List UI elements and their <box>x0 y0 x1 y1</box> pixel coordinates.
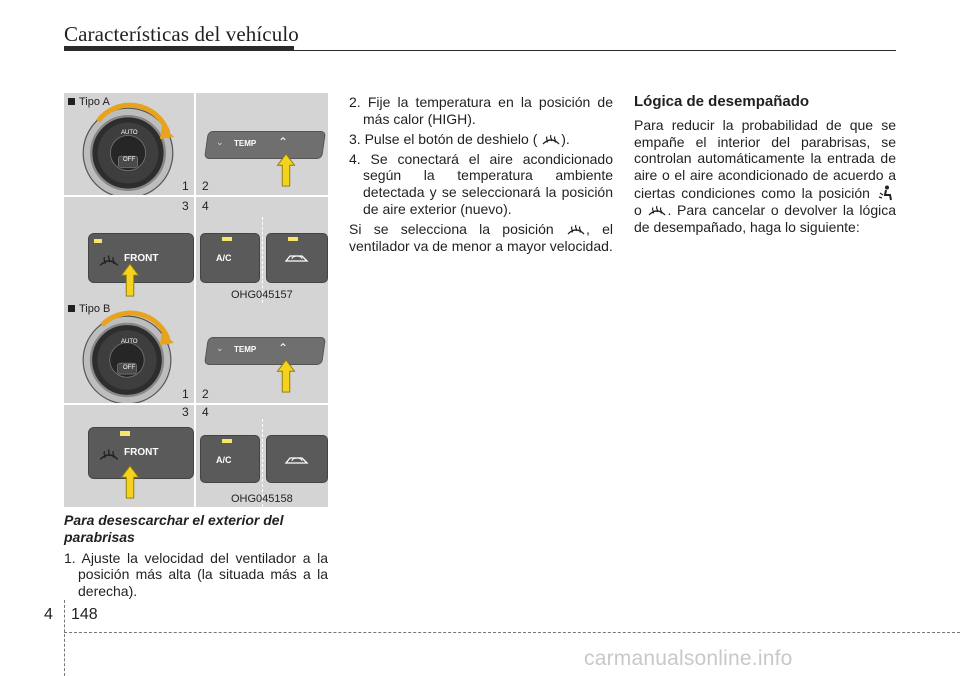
step-1-text: 1. Ajuste la velocidad del ventilador a la posición más alta (la situada más a la derecha). <box>64 549 328 600</box>
indicator-light <box>222 439 232 443</box>
panel-type-b-fan-knob <box>64 303 194 403</box>
panel-type-a-fan-knob <box>64 93 194 195</box>
panel-type-a-temp <box>196 93 328 195</box>
indicator-light <box>94 239 102 243</box>
footer-vertical-rule <box>64 600 65 676</box>
defrost-icon <box>98 253 120 269</box>
chapter-number: 4 <box>44 606 53 623</box>
defrost-procedure-figure <box>64 93 328 507</box>
indicator-light <box>222 237 232 241</box>
type-a-label: Tipo A <box>68 96 110 108</box>
knob-off-label: OFF <box>123 365 135 371</box>
step-4-text: 4. Se conectará el aire acondicionado según la temperatura ambiente detectada y se seleccionará la posición de aire exterior (nuevo). <box>349 150 613 217</box>
panel-type-a-ac <box>196 197 328 303</box>
car-recirculation-icon <box>284 251 310 265</box>
step-number: 1 <box>182 387 189 401</box>
step-number: 4 <box>202 405 209 419</box>
running-header-title: Características del vehículo <box>64 22 299 46</box>
indicator-light <box>120 431 130 436</box>
step-number: 3 <box>182 405 189 419</box>
page-number: 148 <box>71 606 98 623</box>
fan-knob-illustration <box>64 303 194 403</box>
step-number: 3 <box>182 199 189 213</box>
panel-type-b-temp <box>196 303 328 403</box>
arrow-up-icon <box>120 263 140 297</box>
fan-speed-note: Si se selecciona la posición , el ventilador va de menor a mayor velocidad. <box>349 220 613 254</box>
knob-auto-label: AUTO <box>121 130 138 136</box>
temp-label: TEMP <box>234 345 257 354</box>
chevron-up-icon: ⌃ <box>278 341 289 355</box>
arrow-up-icon <box>276 153 296 187</box>
car-recirculation-icon <box>284 453 310 467</box>
front-label: FRONT <box>124 253 159 264</box>
step-number: 4 <box>202 199 209 213</box>
footer-horizontal-rule <box>64 632 960 633</box>
header-thin-rule <box>64 50 896 51</box>
step-2-text: 2. Fije la temperatura en la posición de más calor (HIGH). <box>349 94 613 127</box>
arrow-up-icon <box>276 359 296 393</box>
procedure-subheading: Para desescarchar el exterior del parabrisas <box>64 512 284 545</box>
ac-label: A/C <box>216 455 232 465</box>
defog-logic-paragraph: Para reducir la probabilidad de que se empañe el interior del parabrisas, se controlan automáticamente la entrada de aire o el aire acondicionado de acuerdo a ciertas condiciones como la posición o . Para cancelar o devolver la lógica de desempañado, haga lo siguiente: <box>634 116 896 235</box>
ac-label: A/C <box>216 253 232 263</box>
step-3-text: 3. Pulse el botón de deshielo ( ). <box>349 130 570 147</box>
step-number: 2 <box>202 179 209 193</box>
defrost-icon <box>98 447 120 463</box>
watermark: carmanualsonline.info <box>584 647 793 670</box>
defrost-icon <box>647 203 667 219</box>
front-label: FRONT <box>124 447 159 458</box>
panel-type-b-front-defrost <box>64 405 194 507</box>
indicator-light <box>288 237 298 241</box>
defrost-icon <box>541 132 561 148</box>
figure-code-a: OHG045157 <box>231 289 293 301</box>
column-1-text <box>64 512 328 603</box>
figure-code-b: OHG045158 <box>231 493 293 505</box>
step-number: 1 <box>182 179 189 193</box>
panel-type-b-ac <box>196 405 328 507</box>
chevron-down-icon: ⌄ <box>216 343 224 353</box>
arrow-up-icon <box>120 465 140 499</box>
fan-knob-illustration <box>64 93 194 195</box>
defrost-icon <box>566 222 586 238</box>
panel-type-a-front-defrost <box>64 197 194 303</box>
chevron-down-icon: ⌄ <box>216 137 224 147</box>
temp-label: TEMP <box>234 139 257 148</box>
knob-auto-label: AUTO <box>121 339 138 345</box>
column-3-text <box>634 94 896 236</box>
step-number: 2 <box>202 387 209 401</box>
floor-defrost-icon <box>876 184 896 202</box>
type-b-label: Tipo B <box>68 303 110 315</box>
column-2-text <box>349 94 613 255</box>
section-title: Lógica de desempañado <box>634 93 810 110</box>
knob-off-label: OFF <box>123 157 135 163</box>
chevron-up-icon: ⌃ <box>278 135 289 149</box>
